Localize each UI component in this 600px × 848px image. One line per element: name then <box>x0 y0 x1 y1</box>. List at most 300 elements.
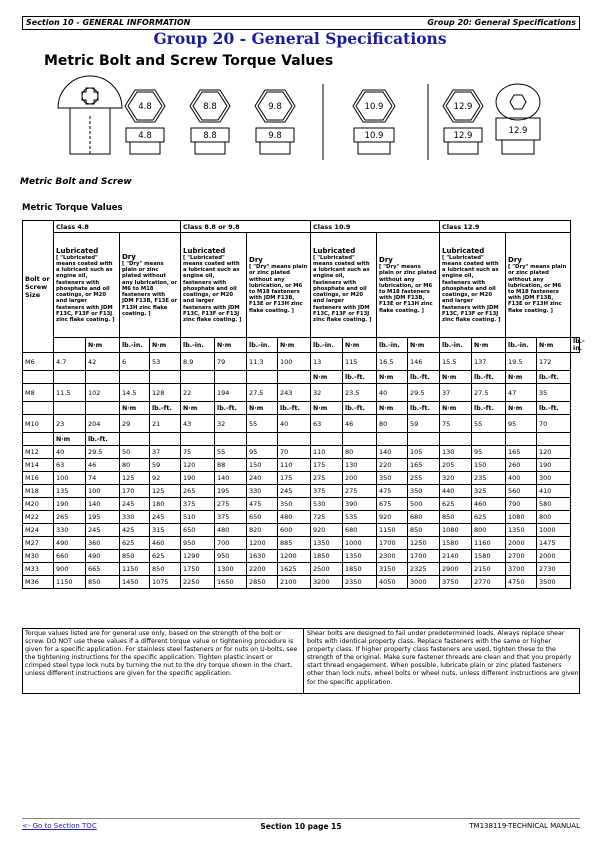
torque-cell: 1750 <box>181 563 215 576</box>
torque-cell: 195 <box>215 485 247 498</box>
torque-cell: 375 <box>181 498 215 511</box>
table-row <box>23 446 580 459</box>
torque-cell: 950 <box>215 550 247 563</box>
unit-header <box>86 402 120 415</box>
unit-header: N·m <box>440 371 472 384</box>
torque-cell: 16.5 <box>377 353 408 371</box>
torque-cell: 650 <box>181 524 215 537</box>
torque-cell: 74 <box>86 472 120 485</box>
torque-cell: 102 <box>86 384 120 402</box>
torque-cell: 1630 <box>247 550 278 563</box>
torque-cell: 200 <box>343 472 377 485</box>
unit-header: lb.-ft. <box>537 371 571 384</box>
torque-cell: 885 <box>278 537 311 550</box>
torque-cell: 850 <box>120 550 150 563</box>
unit-header <box>247 433 278 446</box>
torque-cell: 350 <box>278 498 311 511</box>
torque-cell: 8.9 <box>181 353 215 371</box>
unit-header: lb.-ft. <box>215 402 247 415</box>
torque-cell: 2250 <box>181 576 215 589</box>
torque-cell: 1150 <box>120 563 150 576</box>
torque-cell: 1150 <box>54 576 86 589</box>
torque-cell: 560 <box>506 485 537 498</box>
bolt-size-cell: M22 <box>23 511 54 524</box>
torque-cell: 920 <box>377 511 408 524</box>
torque-cell: 75 <box>181 446 215 459</box>
torque-cell: 2200 <box>247 563 278 576</box>
torque-cell: 480 <box>215 524 247 537</box>
torque-cell: 150 <box>247 459 278 472</box>
unit-header <box>506 433 537 446</box>
torque-cell: 110 <box>311 446 343 459</box>
unit-header <box>54 402 86 415</box>
bolt-size-cell: M8 <box>23 384 54 402</box>
bolt-head-4-8-icon <box>125 90 165 154</box>
page-header <box>22 16 580 30</box>
torque-cell: 180 <box>150 498 181 511</box>
torque-cell: 260 <box>506 459 537 472</box>
torque-cell: 1150 <box>377 524 408 537</box>
torque-cell: 400 <box>506 472 537 485</box>
torque-cell: 320 <box>440 472 472 485</box>
torque-cell: 59 <box>150 459 181 472</box>
general-torque-note: Torque values listed are for general use only, based on the strength of the bolt or screw. DO NOT use these values if a different torque value or tightening procedure is given for a specific application. For stainless steel fasteners or for nuts on U-bolts, see the tightening instructions for the specific application. Tighten plastic insert or crimped steel type lock nuts by turning the nut to the dry torque shown in the chart, unless different instructions are given for the specific application. <box>25 630 298 678</box>
torque-cell: 625 <box>472 511 506 524</box>
torque-cell: 243 <box>278 384 311 402</box>
svg-text:10.9: 10.9 <box>364 131 384 141</box>
torque-cell: 172 <box>537 353 571 371</box>
unit-header: N·m <box>537 338 571 353</box>
torque-cell: 680 <box>343 524 377 537</box>
torque-cell: 1475 <box>537 537 571 550</box>
unit-header: lb.-ft. <box>150 402 181 415</box>
torque-cell: 194 <box>215 384 247 402</box>
torque-cell: 135 <box>54 485 86 498</box>
unit-header <box>86 371 120 384</box>
torque-cell: 1075 <box>150 576 181 589</box>
torque-cell: 245 <box>150 511 181 524</box>
torque-cell: 265 <box>181 485 215 498</box>
torque-cell: 350 <box>377 472 408 485</box>
torque-cell: 55 <box>215 446 247 459</box>
torque-cell: 2000 <box>537 550 571 563</box>
torque-cell: 1700 <box>377 537 408 550</box>
torque-cell: 330 <box>120 511 150 524</box>
torque-cell: 95 <box>506 415 537 433</box>
torque-cell: 1160 <box>472 537 506 550</box>
torque-cell: 32 <box>215 415 247 433</box>
unit-header: N·m <box>181 402 215 415</box>
torque-cell: 1350 <box>343 550 377 563</box>
torque-cell: 1650 <box>215 576 247 589</box>
torque-cell: 3500 <box>537 576 571 589</box>
section-toc-link[interactable]: <- Go to Section TOC <box>22 822 97 830</box>
torque-cell: 1080 <box>440 524 472 537</box>
unit-header <box>150 433 181 446</box>
torque-cell: 175 <box>311 459 343 472</box>
torque-cell: 1300 <box>215 563 247 576</box>
torque-cell: 1700 <box>408 550 440 563</box>
unit-header: lb.-ft. <box>408 371 440 384</box>
unit-header: N·m <box>311 371 343 384</box>
unit-header: N·m <box>215 338 247 353</box>
torque-cell: 800 <box>537 511 571 524</box>
torque-cell: 275 <box>311 472 343 485</box>
unit-header: N·m <box>408 338 440 353</box>
unit-header: lb.-in. <box>311 338 343 353</box>
torque-cell: 100 <box>86 485 120 498</box>
unit-header: N·m <box>150 338 181 353</box>
torque-cell: 63 <box>311 415 343 433</box>
class-header: Class 10.9 <box>311 221 440 233</box>
header-section: Section 10 - GENERAL INFORMATION <box>26 18 191 27</box>
unit-header: lb.-ft. <box>343 402 377 415</box>
torque-cell: 1625 <box>278 563 311 576</box>
unit-header: N·m <box>311 402 343 415</box>
torque-cell: 1580 <box>472 550 506 563</box>
unit-header: N·m <box>343 338 377 353</box>
torque-cell: 535 <box>343 511 377 524</box>
unit-header <box>181 371 215 384</box>
torque-cell: 150 <box>472 459 506 472</box>
torque-cell: 40 <box>377 384 408 402</box>
screw-head-icon <box>58 76 122 154</box>
torque-cell: 59 <box>408 415 440 433</box>
torque-cell: 2700 <box>506 550 537 563</box>
torque-cell: 22 <box>181 384 215 402</box>
table-row <box>23 498 580 511</box>
torque-cell: 100 <box>278 353 311 371</box>
torque-cell: 3700 <box>506 563 537 576</box>
unit-header: N·m <box>506 402 537 415</box>
torque-cell: 2300 <box>377 550 408 563</box>
torque-cell: 140 <box>377 446 408 459</box>
torque-cell: 95 <box>247 446 278 459</box>
torque-cell: 675 <box>377 498 408 511</box>
torque-cell: 475 <box>377 485 408 498</box>
bolt-size-cell: M36 <box>23 576 54 589</box>
unit-header: N·m <box>440 402 472 415</box>
torque-cell: 725 <box>311 511 343 524</box>
torque-cell: 330 <box>247 485 278 498</box>
torque-cell: 850 <box>408 524 440 537</box>
svg-text:4.8: 4.8 <box>138 131 152 141</box>
unit-header <box>311 433 343 446</box>
torque-cell: 3000 <box>408 576 440 589</box>
table-row <box>23 537 580 550</box>
unit-header: lb.-in. <box>571 338 580 353</box>
torque-cell: 13 <box>311 353 343 371</box>
bolt-head-10-9-icon <box>353 90 395 154</box>
table-row <box>23 524 580 537</box>
torque-cell: 600 <box>278 524 311 537</box>
unit-header <box>120 433 150 446</box>
torque-cell: 850 <box>86 576 120 589</box>
dry-desc: Dry [ "Dry" means plain or zinc plated without any lubrication, or M6 to M18 fasteners with JDM F13B, F13E or F13H zinc flake coating. ] <box>506 233 571 338</box>
torque-cell: 680 <box>408 511 440 524</box>
torque-cell: 15.5 <box>440 353 472 371</box>
torque-cell: 950 <box>181 537 215 550</box>
torque-cell: 175 <box>278 472 311 485</box>
torque-cell: 11.5 <box>54 384 86 402</box>
torque-cell: 120 <box>537 446 571 459</box>
unit-header: lb.-ft. <box>408 402 440 415</box>
torque-cell: 100 <box>54 472 86 485</box>
torque-cell: 1450 <box>120 576 150 589</box>
torque-cell: 115 <box>343 353 377 371</box>
unit-header: lb.-in. <box>181 338 215 353</box>
table-row <box>23 576 580 589</box>
manual-id: TM138119-TECHNICAL MANUAL <box>469 822 580 830</box>
torque-cell: 410 <box>537 485 571 498</box>
svg-text:12.9: 12.9 <box>508 126 528 136</box>
lubricated-desc: Lubricated [ "Lubricated" means coated with a lubricant such as engine oil, fasteners with phosphate and oil coatings, or M20 and larger fasteners with JDM F13C, F13F or F13J zinc flake coating. ] <box>54 233 120 338</box>
unit-header <box>537 433 571 446</box>
torque-cell: 1080 <box>506 511 537 524</box>
torque-cell: 46 <box>86 459 120 472</box>
torque-cell: 29 <box>120 415 150 433</box>
bolt-size-header: Bolt or Screw Size <box>23 221 54 353</box>
page-number: Section 10 page 15 <box>260 822 342 831</box>
svg-text:12.9: 12.9 <box>453 131 473 141</box>
torque-cell: 1200 <box>278 550 311 563</box>
torque-table-title: Metric Torque Values <box>22 203 123 213</box>
torque-cell: 2000 <box>506 537 537 550</box>
dry-desc: Dry [ "Dry" means plain or zinc plated without any lubrication, or M6 to M18 fasteners with JDM F13B, F13E or F13H zinc flake coating. ] <box>120 233 181 338</box>
torque-cell: 21 <box>150 415 181 433</box>
unit-header: lb.-ft. <box>278 402 311 415</box>
torque-cell: 4.7 <box>54 353 86 371</box>
bolt-size-cell: M18 <box>23 485 54 498</box>
torque-cell: 4750 <box>506 576 537 589</box>
torque-cell: 40 <box>54 446 86 459</box>
torque-cell: 1000 <box>537 524 571 537</box>
torque-cell: 190 <box>537 459 571 472</box>
torque-cell: 375 <box>215 511 247 524</box>
torque-cell: 2100 <box>278 576 311 589</box>
torque-cell: 137 <box>472 353 506 371</box>
torque-cell: 140 <box>86 498 120 511</box>
unit-header <box>120 371 150 384</box>
torque-cell: 245 <box>86 524 120 537</box>
torque-cell: 220 <box>377 459 408 472</box>
torque-cell: 37 <box>150 446 181 459</box>
unit-header: N·m <box>86 338 120 353</box>
unit-header <box>377 433 408 446</box>
unit-header: lb.-in. <box>440 338 472 353</box>
unit-header <box>278 433 311 446</box>
torque-cell: 32 <box>311 384 343 402</box>
torque-cell: 70 <box>537 415 571 433</box>
torque-cell: 46 <box>343 415 377 433</box>
svg-text:4.8: 4.8 <box>138 102 152 112</box>
torque-cell: 190 <box>181 472 215 485</box>
torque-cell: 11.3 <box>247 353 278 371</box>
bolt-size-cell: M24 <box>23 524 54 537</box>
unit-header: lb.-ft. <box>86 433 120 446</box>
torque-cell: 2770 <box>472 576 506 589</box>
torque-cell: 3750 <box>440 576 472 589</box>
torque-cell: 490 <box>54 537 86 550</box>
unit-header: lb.-ft. <box>537 402 571 415</box>
torque-cell: 800 <box>472 524 506 537</box>
torque-cell: 205 <box>440 459 472 472</box>
torque-cell: 850 <box>150 563 181 576</box>
lubricated-desc: Lubricated [ "Lubricated" means coated with a lubricant such as engine oil, fasteners with phosphate and oil coatings, or M20 and larger fasteners with JDM F13C, F13F or F13J zinc flake coating. ] <box>311 233 377 338</box>
torque-cell: 6 <box>120 353 150 371</box>
torque-cell: 2350 <box>343 576 377 589</box>
torque-cell: 43 <box>181 415 215 433</box>
shear-bolt-note: Shear bolts are designed to fail under predetermined loads. Always replace shear bolts with identical property class. Replace fasteners with the same or higher property class. If higher property class fasteners are used, tighten these to the strength of the original. Make sure fastener threads are clean and that you properly start thread engagement. When possible, lubricate plain or zinc plated fasteners other than lock nuts, wheel bolts or wheel nuts, unless different instructions are given for the specific application. <box>307 630 579 686</box>
torque-cell: 1580 <box>440 537 472 550</box>
bolt-size-cell: M20 <box>23 498 54 511</box>
torque-cell: 440 <box>440 485 472 498</box>
bolt-size-cell: M27 <box>23 537 54 550</box>
torque-cell: 125 <box>120 472 150 485</box>
torque-cell: 460 <box>472 498 506 511</box>
torque-cell: 300 <box>537 472 571 485</box>
unit-header <box>215 433 247 446</box>
bolt-size-cell: M30 <box>23 550 54 563</box>
unit-header <box>278 371 311 384</box>
unit-header <box>343 433 377 446</box>
torque-cell: 2150 <box>472 563 506 576</box>
torque-cell: 480 <box>278 511 311 524</box>
torque-cell: 650 <box>247 511 278 524</box>
torque-cell: 2730 <box>537 563 571 576</box>
bolt-size-cell: M12 <box>23 446 54 459</box>
torque-cell: 27.5 <box>247 384 278 402</box>
torque-cell: 2140 <box>440 550 472 563</box>
bolt-head-8-8-icon <box>190 90 230 154</box>
torque-cell: 700 <box>215 537 247 550</box>
torque-cell: 850 <box>440 511 472 524</box>
torque-cell: 245 <box>120 498 150 511</box>
torque-cell: 80 <box>343 446 377 459</box>
torque-cell: 625 <box>440 498 472 511</box>
torque-cell: 390 <box>343 498 377 511</box>
bolt-size-cell: M6 <box>23 353 54 371</box>
torque-cell: 4050 <box>377 576 408 589</box>
torque-cell: 425 <box>120 524 150 537</box>
torque-cell: 120 <box>181 459 215 472</box>
torque-cell: 3150 <box>377 563 408 576</box>
torque-cell: 245 <box>278 485 311 498</box>
unit-header: N·m <box>506 371 537 384</box>
torque-cell: 900 <box>54 563 86 576</box>
bolt-head-12-9-icon <box>443 90 483 154</box>
svg-text:9.8: 9.8 <box>268 102 282 112</box>
torque-cell: 490 <box>86 550 120 563</box>
unit-header: N·m <box>120 402 150 415</box>
torque-cell: 1290 <box>181 550 215 563</box>
torque-cell: 53 <box>150 353 181 371</box>
torque-cell: 55 <box>472 415 506 433</box>
unit-header <box>440 433 472 446</box>
svg-text:8.8: 8.8 <box>203 102 217 112</box>
unit-header: lb.-ft. <box>472 371 506 384</box>
torque-cell: 140 <box>215 472 247 485</box>
torque-cell: 130 <box>343 459 377 472</box>
torque-cell: 146 <box>408 353 440 371</box>
torque-cell: 27.5 <box>472 384 506 402</box>
lubricated-desc: Lubricated [ "Lubricated" means coated with a lubricant such as engine oil, fasteners with phosphate and oil coatings, or M20 and larger fasteners with JDM F13C, F13F or F13J zinc flake coating. ] <box>181 233 247 338</box>
bolt-head-9-8-icon <box>255 90 295 154</box>
torque-cell: 42 <box>86 353 120 371</box>
torque-cell: 475 <box>247 498 278 511</box>
torque-table <box>22 220 585 589</box>
torque-cell: 47 <box>506 384 537 402</box>
page-title: Metric Bolt and Screw Torque Values <box>44 53 334 69</box>
table-row <box>23 511 580 524</box>
svg-text:9.8: 9.8 <box>268 131 282 141</box>
torque-cell: 110 <box>278 459 311 472</box>
header-group: Group 20: General Specifications <box>427 18 576 27</box>
page-footer <box>22 818 580 831</box>
unit-header: N·m <box>247 402 278 415</box>
metric-bolt-heading: Metric Bolt and Screw <box>20 177 132 187</box>
unit-header: N·m <box>54 433 86 446</box>
dry-desc: Dry [ "Dry" means plain or zinc plated without any lubrication, or M6 to M18 fasteners with JDM F13B, F13E or F13H zinc flake coating. ] <box>247 233 311 338</box>
table-row <box>23 415 580 433</box>
unit-header: lb.-in. <box>506 338 537 353</box>
torque-cell: 170 <box>120 485 150 498</box>
unit-header <box>181 433 215 446</box>
torque-cell: 625 <box>150 550 181 563</box>
torque-cell: 265 <box>54 511 86 524</box>
unit-header: lb.-in. <box>120 338 150 353</box>
torque-cell: 125 <box>150 485 181 498</box>
class-header: Class 12.9 <box>440 221 571 233</box>
torque-cell: 23.5 <box>343 384 377 402</box>
torque-cell: 130 <box>440 446 472 459</box>
svg-text:10.9: 10.9 <box>364 102 384 112</box>
torque-cell: 275 <box>215 498 247 511</box>
notes-box <box>22 628 580 694</box>
unit-header: lb.-in. <box>247 338 278 353</box>
unit-header: N·m <box>377 402 408 415</box>
unit-header <box>54 371 86 384</box>
torque-cell: 195 <box>86 511 120 524</box>
torque-cell: 330 <box>54 524 86 537</box>
torque-cell: 165 <box>506 446 537 459</box>
torque-cell: 1350 <box>311 537 343 550</box>
torque-cell: 80 <box>377 415 408 433</box>
torque-cell: 275 <box>343 485 377 498</box>
torque-cell: 3200 <box>311 576 343 589</box>
dry-desc: Dry [ "Dry" means plain or zinc plated without any lubrication, or M6 to M18 fasteners with JDM F13B, F13E or F13H zinc flake coating. ] <box>377 233 440 338</box>
bolt-size-cell: M14 <box>23 459 54 472</box>
unit-header <box>150 371 181 384</box>
bolt-size-cell: M10 <box>23 415 54 433</box>
torque-cell: 165 <box>408 459 440 472</box>
torque-cell: 35 <box>537 384 571 402</box>
torque-cell: 1250 <box>408 537 440 550</box>
torque-cell: 80 <box>120 459 150 472</box>
table-row <box>23 459 580 472</box>
torque-cell: 1850 <box>311 550 343 563</box>
torque-cell: 70 <box>278 446 311 459</box>
torque-cell: 350 <box>408 485 440 498</box>
torque-cell: 1200 <box>247 537 278 550</box>
torque-cell: 240 <box>247 472 278 485</box>
torque-cell: 665 <box>86 563 120 576</box>
bolt-head-illustrations <box>0 78 600 166</box>
torque-cell: 235 <box>472 472 506 485</box>
torque-cell: 530 <box>311 498 343 511</box>
torque-cell: 63 <box>54 459 86 472</box>
torque-cell: 580 <box>537 498 571 511</box>
